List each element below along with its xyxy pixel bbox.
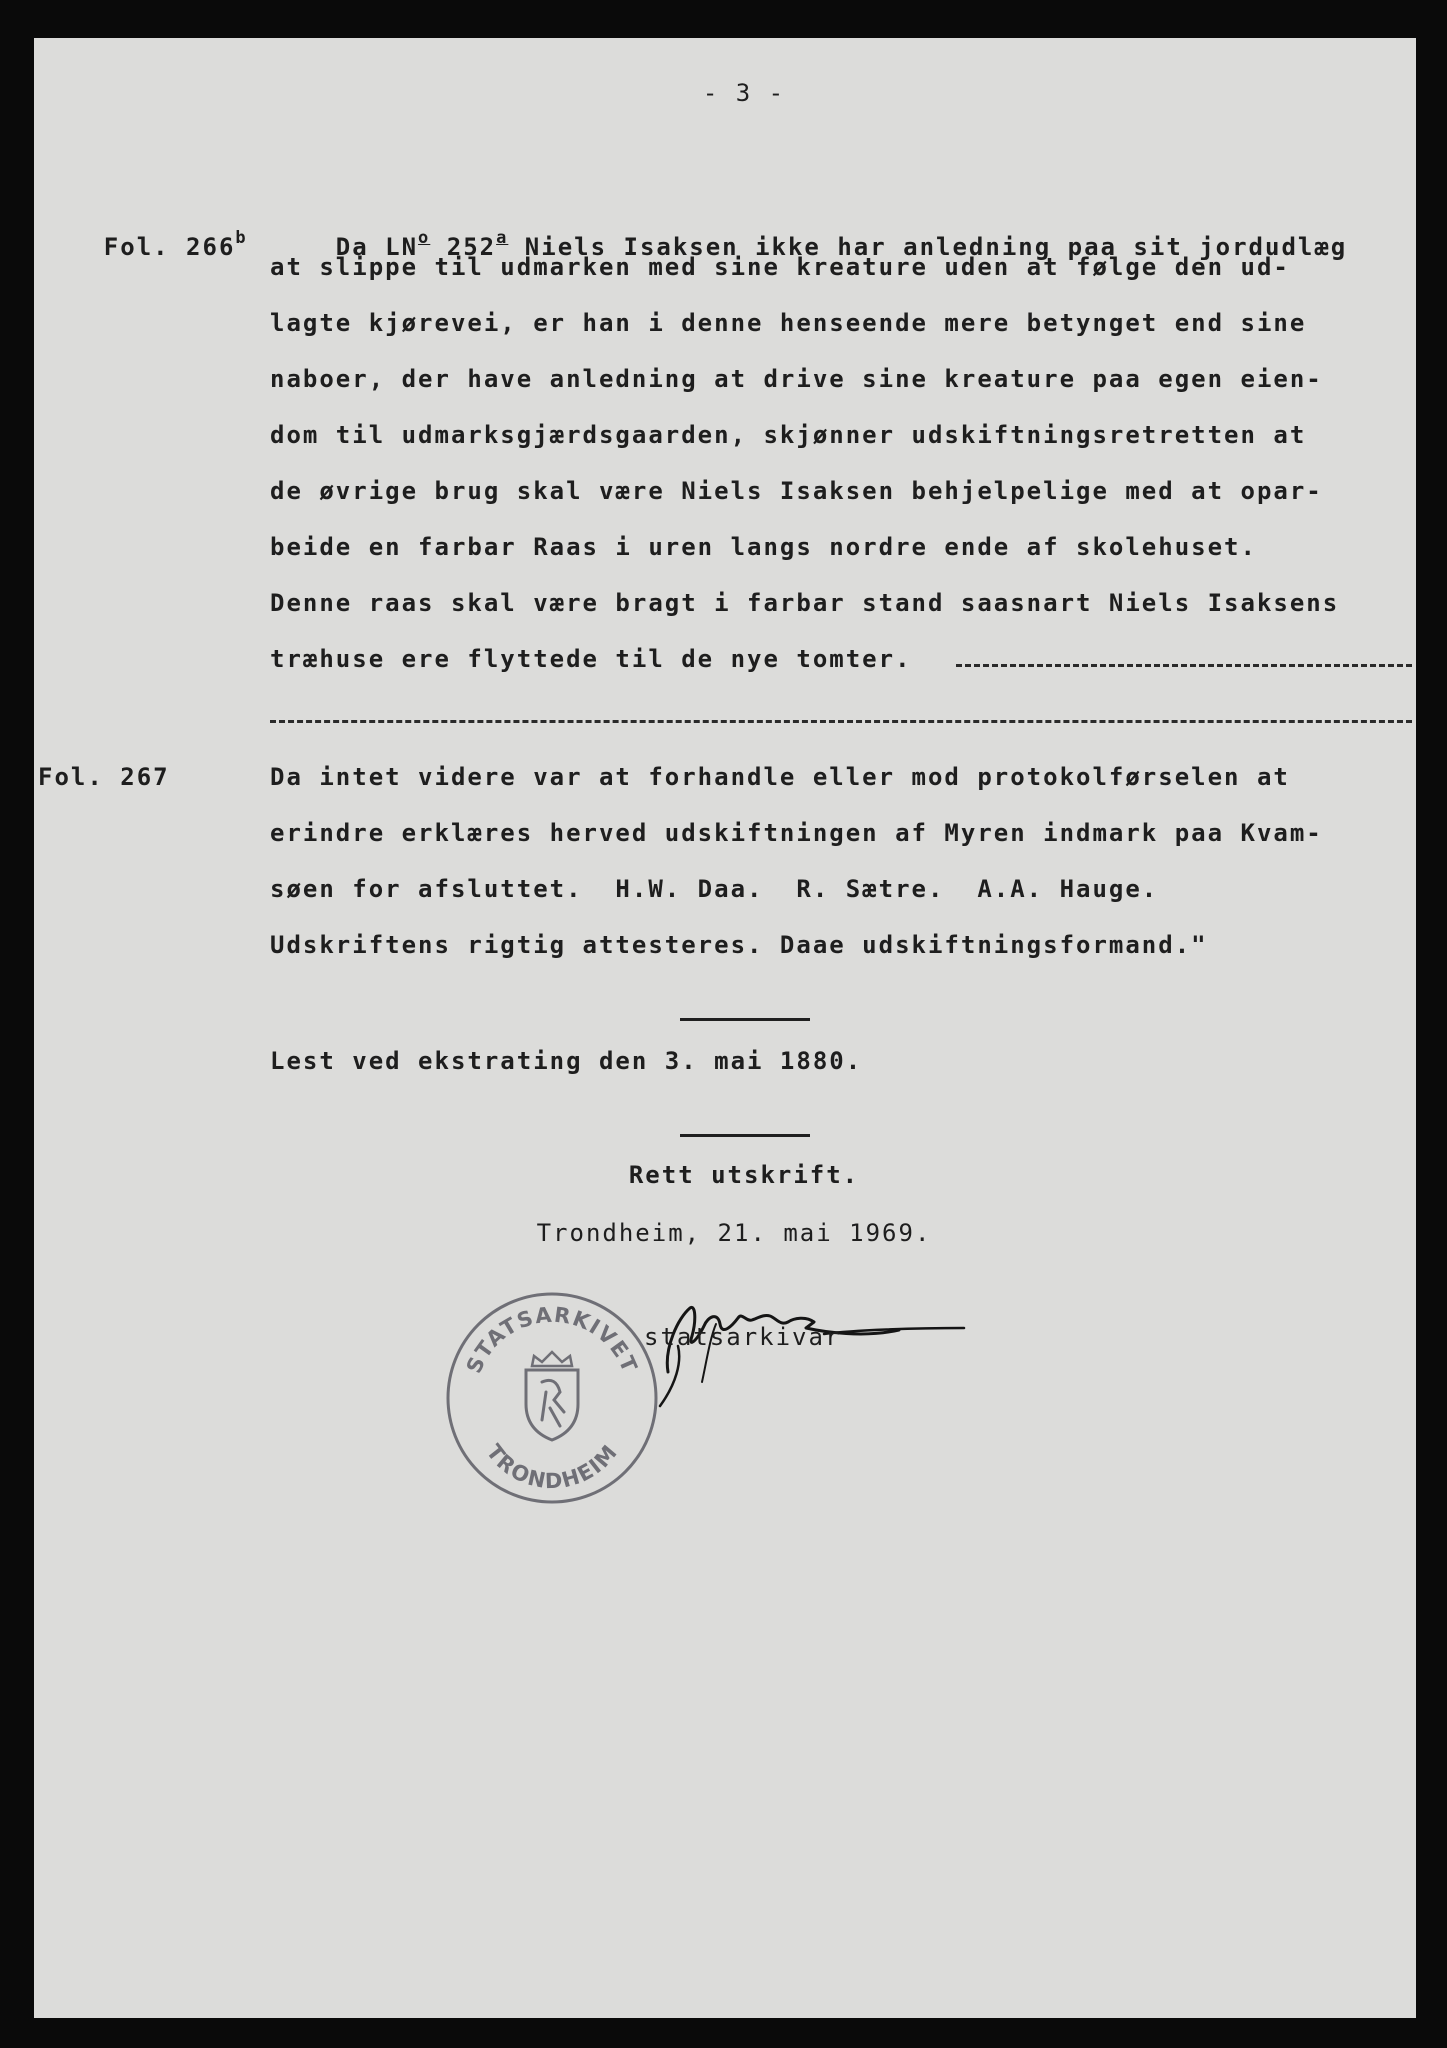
body-line-1: Da $LN^o$ 252$^a$ Niels Isaksen ikke har anledning paa sit jordudlæg xyxy=(335,228,1348,261)
place-date: Trondheim, 21. mai 1969. xyxy=(536,1219,932,1247)
read-note: Lest ved ekstrating den 3. mai 1880. xyxy=(270,1047,863,1075)
body-line-13: Udskriftens rigtig attesteres. Daae udskiftningsformand." xyxy=(270,931,1208,959)
page-number: - 3 - xyxy=(702,79,786,107)
archive-stamp xyxy=(442,1288,662,1508)
coat-of-arms-icon xyxy=(526,1352,578,1440)
dash-fill-line xyxy=(956,664,1412,667)
body-line-11: erindre erklæres herved udskiftningen af Myren indmark paa Kvam- xyxy=(270,819,1323,847)
document-page xyxy=(34,38,1416,2018)
dash-separator xyxy=(270,720,1412,723)
body-line-6: de øvrige brug skal være Niels Isaksen behjelpelige med at opar- xyxy=(270,477,1323,505)
body-line-7: beide en farbar Raas i uren langs nordre ende af skolehuset. xyxy=(270,533,1257,561)
divider-rule xyxy=(680,1018,810,1021)
svg-text:TRONDHEIM: TRONDHEIM xyxy=(481,1439,623,1494)
body-line-9: træhuse ere flyttede til de nye tomter. xyxy=(270,645,912,673)
divider-rule xyxy=(680,1134,810,1137)
body-line-10: Da intet videre var at forhandle eller mod protokolførselen at xyxy=(270,763,1290,791)
svg-text:STATSARKIVET: STATSARKIVET xyxy=(461,1302,643,1377)
body-line-3: lagte kjørevei, er han i denne henseende mere betynget end sine xyxy=(270,309,1307,337)
signature-title: statsarkivar xyxy=(644,1323,842,1351)
certification-text: Rett utskrift. xyxy=(628,1161,860,1189)
body-line-8: Denne raas skal være bragt i farbar stand saasnart Niels Isaksens xyxy=(270,589,1340,617)
folio-label-266b: Fol. 266$^b$ xyxy=(103,228,248,261)
body-line-2: at slippe til udmarken med sine kreature uden at følge den ud- xyxy=(270,253,1290,281)
body-line-5: dom til udmarksgjærdsgaarden, skjønner udskiftningsretretten at xyxy=(270,421,1307,449)
body-line-4: naboer, der have anledning at drive sine kreature paa egen eien- xyxy=(270,365,1323,393)
folio-label-267: Fol. 267 xyxy=(38,763,170,791)
body-line-12: søen for afsluttet. H.W. Daa. R. Sætre. A.A. Hauge. xyxy=(270,875,1159,903)
